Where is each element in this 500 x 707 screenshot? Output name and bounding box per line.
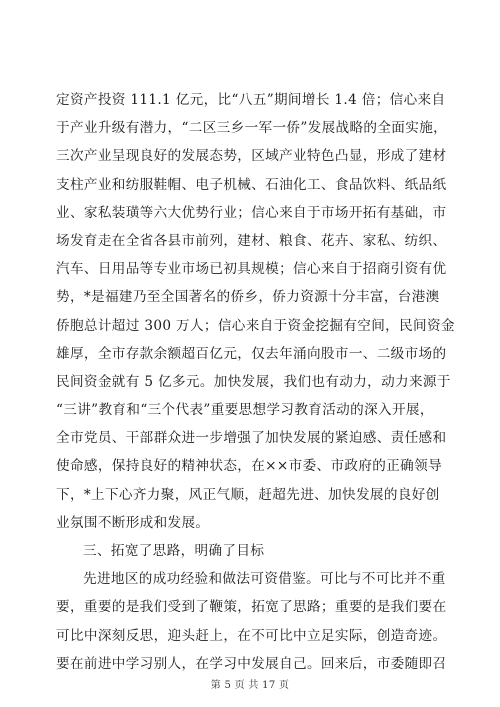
text-line: 要，重要的是我们受到了鞭策，拓宽了思路；重要的是我们要在	[56, 599, 447, 616]
text-line: 可比中深刻反思，迎头赶上，在不可比中立足实际，创造奇迹。	[56, 627, 447, 644]
text-line: 定资产投资 111.1 亿元，比“八五”期间增长 1.4 倍；信心来自	[56, 92, 446, 108]
text-line: 支柱产业和纺服鞋帽、电子机械、石油化工、食品饮料、纸品纸	[56, 176, 447, 193]
text-line: 汽车、日用品等专业市场已初具规模；信心来自于招商引资有优	[56, 261, 447, 278]
text-line: 要在前进中学习别人，在学习中发展自己。回来后，市委随即召	[56, 655, 447, 672]
text-line: 全市党员、干部群众进一步增强了加快发展的紧迫感、责任感和	[56, 430, 447, 447]
text-line: 场发育走在全省各县市前列，建材、粮食、花卉、家私、纺织、	[56, 232, 447, 249]
text-line: 使命感，保持良好的精神状态，在××市委、市政府的正确领导	[56, 458, 443, 475]
text-line: 于产业升级有潜力，“二区三乡一军一侨”发展战略的全面实施，	[56, 120, 448, 137]
text-line: 下，*上下心齐力聚，风正气顺，赶超先进、加快发展的良好创	[56, 486, 440, 503]
text-line: 先进地区的成功经验和做法可资借鉴。可比与不可比并不重	[83, 571, 446, 588]
text-line: 三次产业呈现良好的发展态势，区域产业特色凸显，形成了建材	[56, 148, 447, 165]
text-line: 民间资金就有 5 亿多元。加快发展，我们也有动力，动力来源于	[56, 373, 451, 390]
section-heading: 三、拓宽了思路，明确了目标	[83, 543, 265, 559]
text-line: “三讲”教育和“三个代表”重要思想学习教育活动的深入开展，	[56, 402, 434, 419]
text-line: 雄厚，全市存款余额超百亿元，仅去年涌向股市一、二级市场的	[56, 345, 447, 362]
body-text	[56, 86, 455, 678]
text-line: 侨胞总计超过 300 万人；信心来自于资金挖掘有空间，民间资金	[56, 317, 455, 334]
text-line: 业氛围不断形成和发展。	[56, 514, 210, 531]
page-number-footer: 第 5 页 共 17 页	[210, 680, 290, 691]
text-line: 业、家私装璜等六大优势行业；信心来自于市场开拓有基础，市	[56, 204, 447, 221]
text-line: 势，*是福建乃至全国著名的侨乡，侨力资源十分丰富，台港澳	[56, 289, 440, 306]
